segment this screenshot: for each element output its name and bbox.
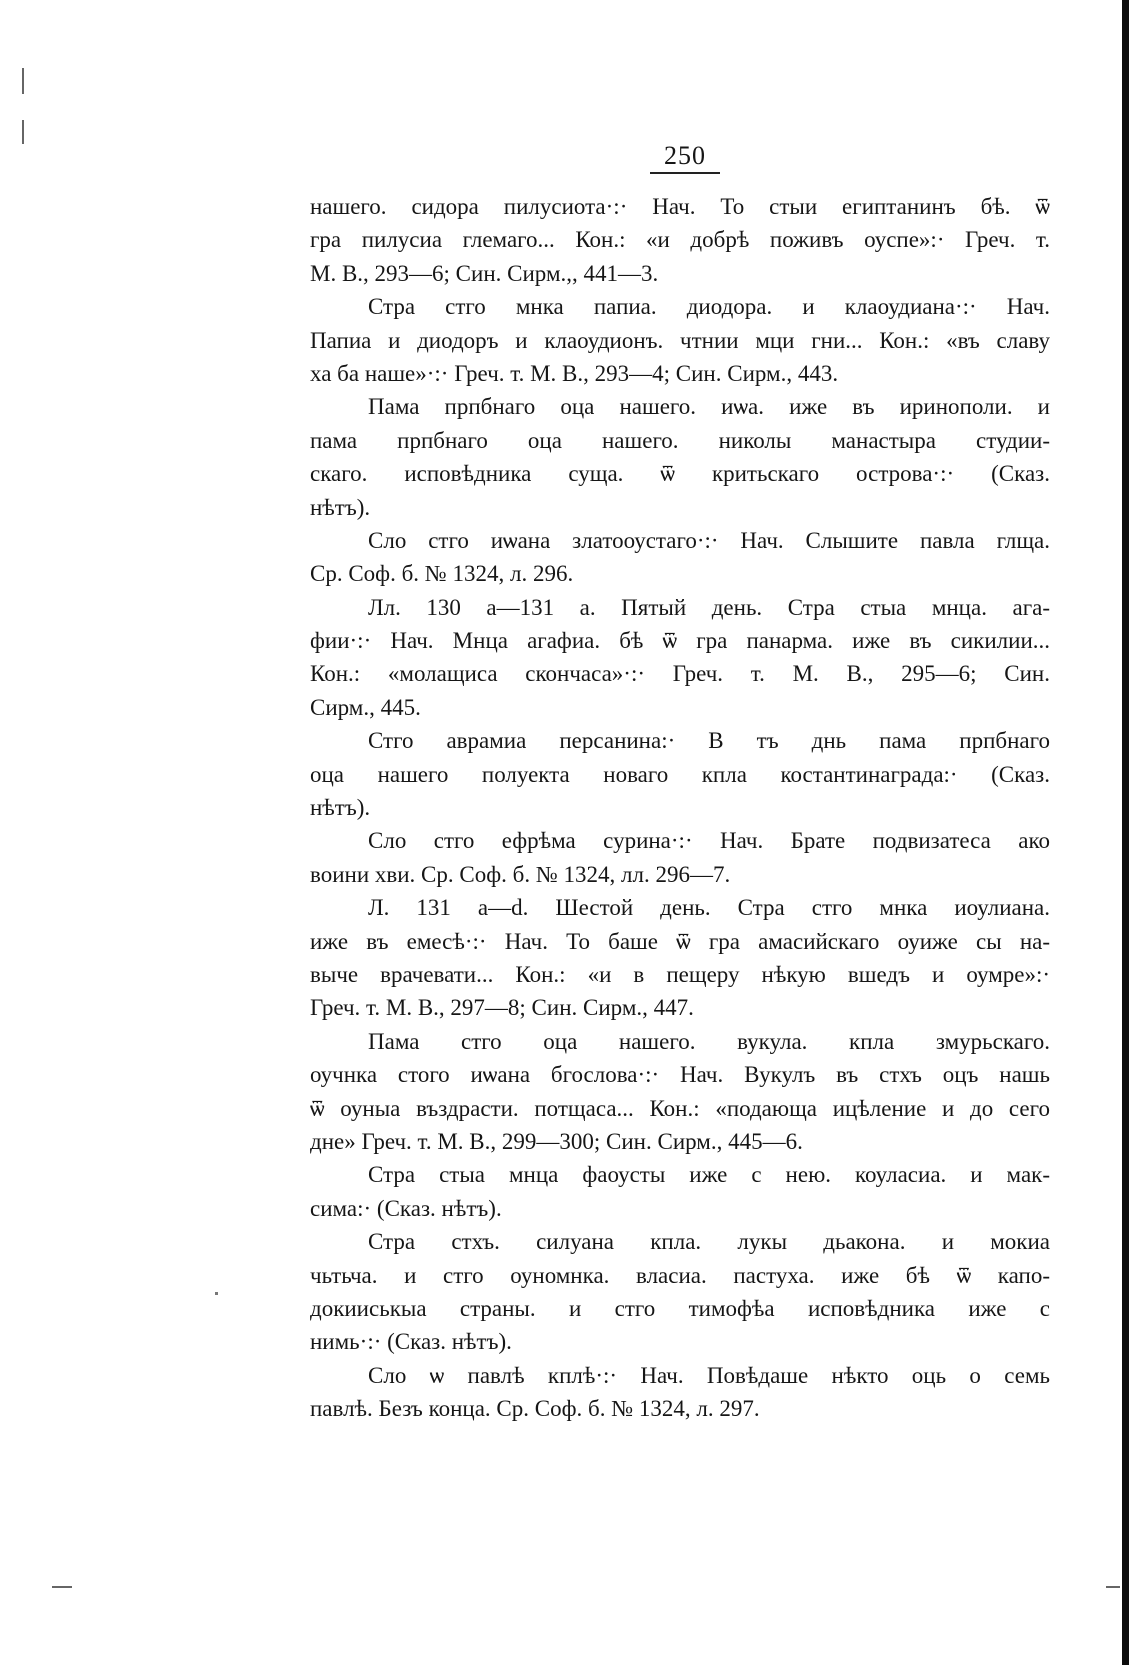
text-line: Стра стхъ. силуана кпла. лукы дьакона. и мокиа xyxy=(368,1229,1050,1255)
text-line: Греч. т. М. В., 297—8; Син. Сирм., 447. xyxy=(310,995,694,1021)
text-line: гра пилусиа глемаго... Кон.: «и добрѣ поживъ оуспе»:· Греч. т. xyxy=(310,227,1050,253)
text-line: Стго аврамиа персанина:· В тъ днь пама прпбнаго xyxy=(368,728,1050,754)
text-line: нѣтъ). xyxy=(310,795,371,821)
text-line: оца нашего полуекта новаго кпла костантинаграда:· (Сказ. xyxy=(310,761,1050,787)
scan-mark xyxy=(1106,1586,1120,1588)
text-line: Сирм., 445. xyxy=(310,694,421,720)
text-line: оучнка стого иѡана бгослова·:· Нач. Вукулъ въ стхъ оцъ нашь xyxy=(310,1062,1050,1088)
text-line: чьтьча. и стго оуномнка. власиа. пастуха. иже бѣ ѿ капо- xyxy=(310,1262,1050,1288)
page-edge-shadow xyxy=(1122,0,1129,1665)
text-line: ѿ оуныа въздрасти. потщаса... Кон.: «подающа ицѣление и до сего xyxy=(310,1095,1050,1121)
text-line: выче врачевати... Кон.: «и в пещеру нѣкую вшедъ и оумре»:· xyxy=(310,961,1050,987)
text-line: Л. 131 a—d. Шестой день. Стра стго мнка иоулиана. xyxy=(368,895,1050,921)
scan-mark xyxy=(22,68,24,94)
text-line: пама прпбнаго оца нашего. николы манастыра студии- xyxy=(310,427,1050,453)
text-line: фии·:· Нач. Мнца агафиа. бѣ ѿ гра панарма. иже въ сикилии... xyxy=(310,628,1050,654)
text-line: Сло стго ефрѣма сурина·:· Нач. Брате подвизатеса ако xyxy=(368,828,1050,854)
text-line: Ср. Соф. б. № 1324, л. 296. xyxy=(310,561,574,587)
body-text xyxy=(310,190,1050,1425)
text-line: Стра стго мнка папиа. диодора. и клаоудиана·:· Нач. xyxy=(368,294,1050,320)
scan-mark xyxy=(52,1586,72,1588)
text-line: воини хви. Ср. Соф. б. № 1324, лл. 296—7. xyxy=(310,861,731,887)
text-line: павлѣ. Безъ конца. Ср. Соф. б. № 1324, л. 297. xyxy=(310,1396,760,1422)
text-line: Лл. 130 а—131 а. Пятый день. Стра стыа мнца. ага- xyxy=(368,594,1050,620)
text-line: Папиа и диодоръ и клаоудионъ. чтнии мци гни... Кон.: «въ славу xyxy=(310,327,1050,353)
text-line: Кон.: «молащиса скончаса»·:· Греч. т. М. В., 295—6; Син. xyxy=(310,661,1050,687)
text-line: М. В., 293—6; Син. Сирм.,, 441—3. xyxy=(310,260,659,286)
text-line: нѣтъ). xyxy=(310,494,371,520)
text-line: сима:· (Сказ. нѣтъ). xyxy=(310,1195,502,1221)
text-line: нашего. сидора пилусиота·:· Нач. То стыи египтанинъ бѣ. ѿ xyxy=(310,194,1050,219)
text-line: иже въ емесѣ·:· Нач. То баше ѿ гра амасийскаго оуиже сы на- xyxy=(310,928,1050,954)
scan-speck xyxy=(215,1292,218,1295)
text-line: Сло стго иѡана златооустаго·:· Нач. Слышите павла глща. xyxy=(368,527,1050,553)
text-line: Пама стго оца нашего. вукула. кпла змурьскаго. xyxy=(368,1028,1050,1054)
page-number-underline xyxy=(650,172,720,174)
text-line: Стра стыа мнца фаоусты иже с нею. коуласиа. и мак- xyxy=(368,1162,1050,1188)
text-line: ха ба наше»·:· Греч. т. М. В., 293—4; Син. Сирм., 443. xyxy=(310,360,839,386)
text-line: скаго. исповѣдника суща. ѿ критьскаго острова·:· (Сказ. xyxy=(310,461,1050,487)
text-line: Пама прпбнаго оца нашего. иѡа. иже въ иринополи. и xyxy=(368,394,1050,420)
page-number: 250 xyxy=(664,141,706,170)
text-line: нимь·:· (Сказ. нѣтъ). xyxy=(310,1329,512,1355)
text-line: дне» Греч. т. М. В., 299—300; Син. Сирм., 445—6. xyxy=(310,1128,803,1154)
text-line: докииськыа страны. и стго тимофѣа исповѣдника иже с xyxy=(310,1295,1050,1321)
text-line: Сло ѡ павлѣ кплѣ·:· Нач. Повѣдаше нѣкто оць о семь xyxy=(368,1362,1050,1388)
scan-mark xyxy=(22,120,24,144)
